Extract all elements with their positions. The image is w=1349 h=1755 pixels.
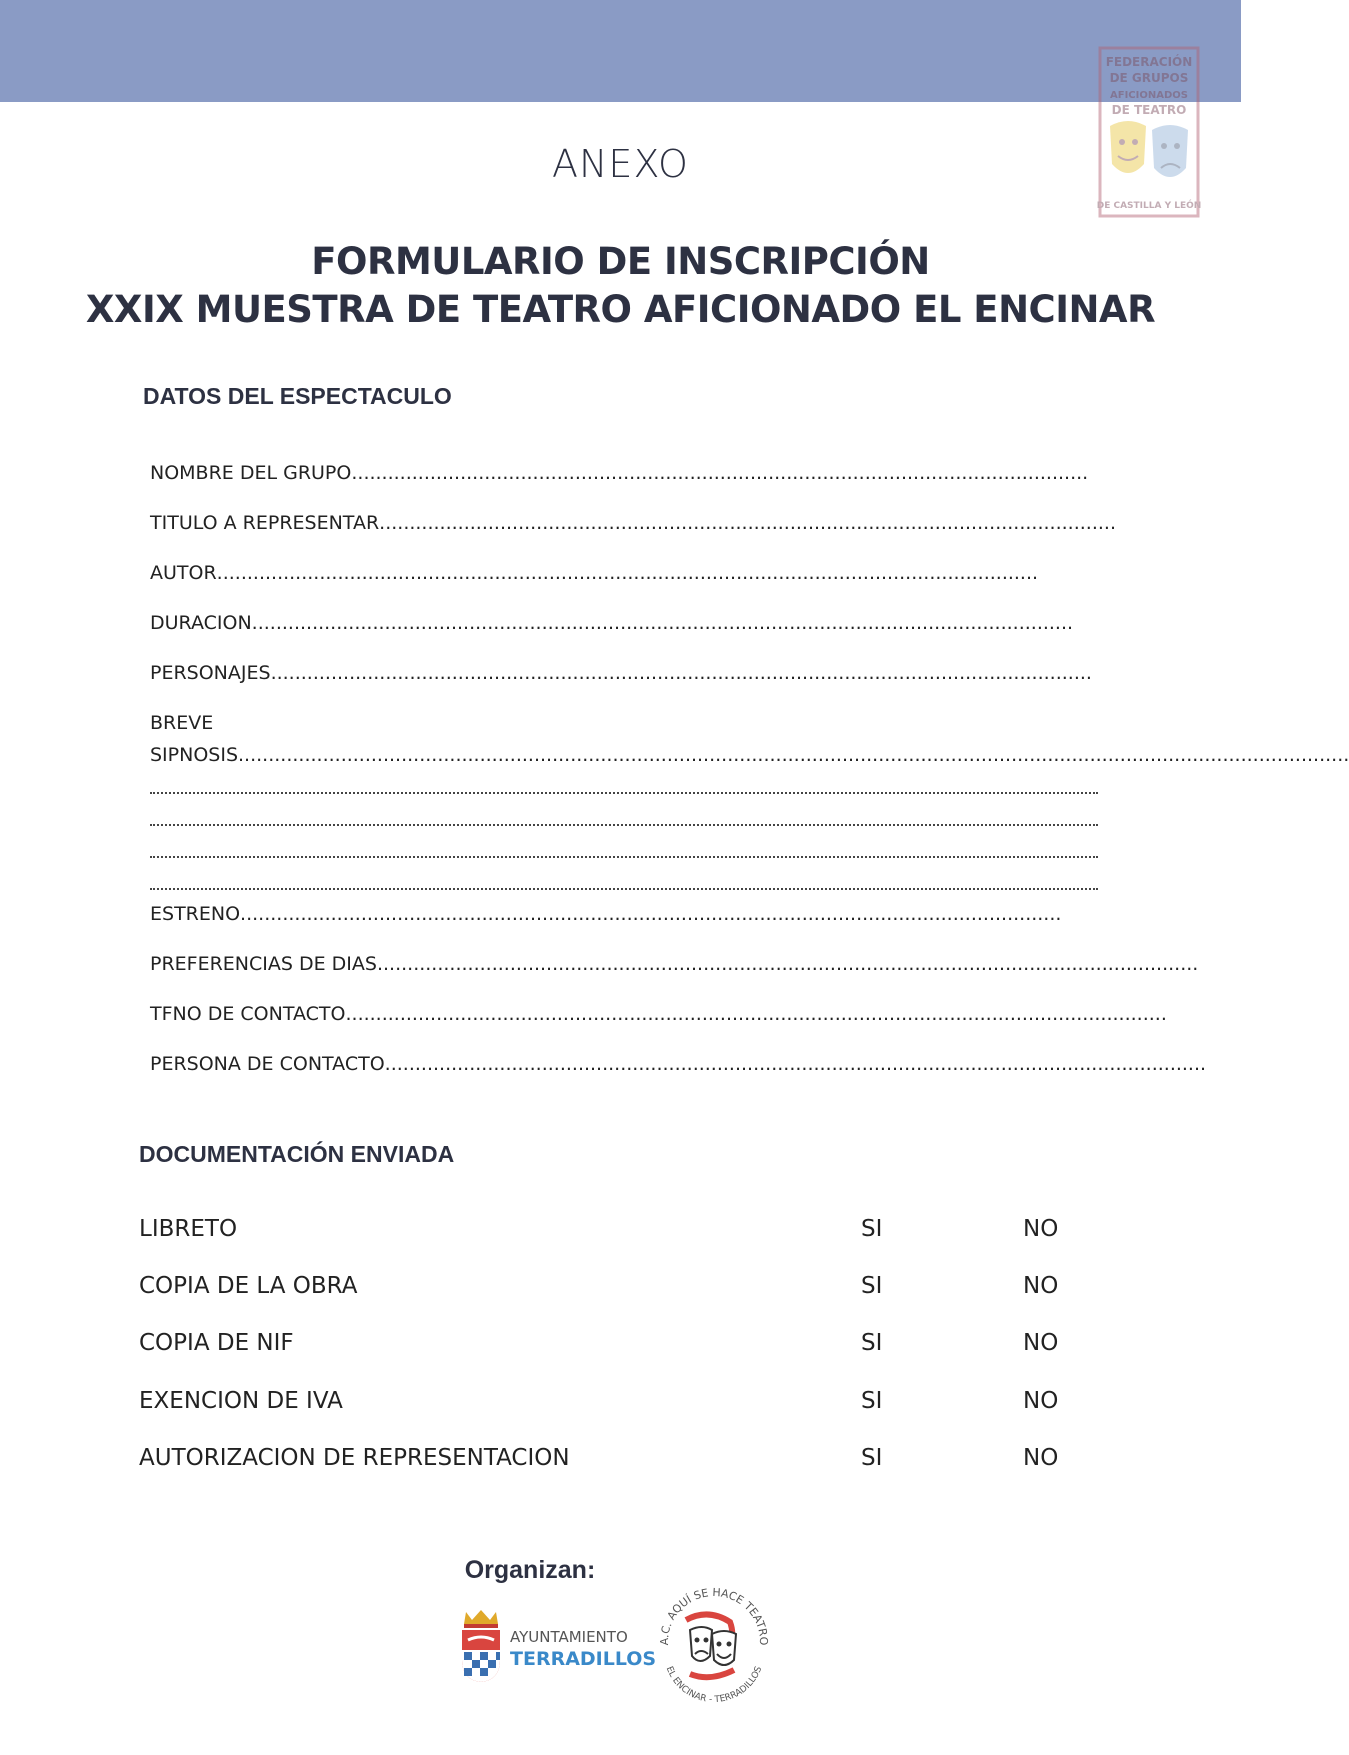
yes-option[interactable]: SI — [861, 1273, 883, 1299]
synopsis-line[interactable] — [150, 790, 1098, 794]
field-label: AUTOR — [150, 562, 217, 584]
annex-heading: ANEXO — [552, 142, 689, 186]
field-dots: ........................................................................................................................................ — [251, 612, 1074, 634]
field-label: ESTRENO — [150, 903, 241, 925]
field-day-preferences[interactable] — [150, 953, 1199, 975]
section-title-docs: DOCUMENTACIÓN ENVIADA — [139, 1141, 455, 1167]
doc-label: LIBRETO — [139, 1216, 238, 1242]
field-dots: ........................................................................................................................................................................................ — [238, 744, 1349, 766]
svg-text:EL ENCINAR - TERRADILLOS: EL ENCINAR - TERRADILLOS — [663, 1665, 765, 1706]
field-brief — [150, 712, 450, 734]
yes-option[interactable]: SI — [861, 1388, 883, 1414]
field-title[interactable] — [150, 512, 1116, 534]
field-label: BREVE — [150, 712, 214, 734]
doc-label: EXENCION DE IVA — [139, 1388, 343, 1414]
field-label: TITULO A REPRESENTAR — [150, 512, 380, 534]
ayuntamiento-logo — [458, 1608, 657, 1684]
svg-text:FEDERACIÓN: FEDERACIÓN — [1105, 55, 1193, 69]
field-label: DURACION — [150, 612, 252, 634]
synopsis-line[interactable] — [150, 854, 1098, 858]
field-label: PREFERENCIAS DE DIAS — [150, 953, 377, 975]
field-dots: .......................................................................................................................... — [379, 512, 1116, 534]
no-option[interactable]: NO — [1023, 1388, 1059, 1414]
event-title: XXIX MUESTRA DE TEATRO AFICIONADO EL ENCINAR — [85, 288, 1156, 331]
form-title: FORMULARIO DE INSCRIPCIÓN — [311, 240, 930, 283]
no-option[interactable]: NO — [1023, 1445, 1059, 1471]
svg-text:AFICIONADOS: AFICIONADOS — [1110, 90, 1188, 101]
doc-row-autorizacion — [139, 1445, 1059, 1475]
field-author[interactable] — [150, 562, 1039, 584]
no-option[interactable]: NO — [1023, 1330, 1059, 1356]
ayuntamiento-line2: TERRADILLOS — [510, 1648, 657, 1670]
field-duration[interactable] — [150, 612, 1074, 634]
field-characters[interactable] — [150, 662, 1092, 684]
no-option[interactable]: NO — [1023, 1273, 1059, 1299]
yes-option[interactable]: SI — [861, 1445, 883, 1471]
field-dots: .......................................................................................................................... — [351, 462, 1089, 484]
svg-text:A.C. AQUÍ SE HACE TEATRO: A.C. AQUÍ SE HACE TEATRO — [657, 1585, 771, 1646]
field-label: PERSONA DE CONTACTO — [150, 1053, 385, 1075]
field-dots: ........................................................................................................................................ — [376, 953, 1199, 975]
doc-label: AUTORIZACION DE REPRESENTACION — [139, 1445, 570, 1471]
field-dots: ........................................................................................................................................ — [270, 662, 1092, 684]
field-dots: ........................................................................................................................................ — [345, 1003, 1167, 1025]
svg-text:DE TEATRO: DE TEATRO — [1111, 103, 1187, 117]
doc-row-libreto — [139, 1216, 1059, 1246]
doc-row-copia-obra — [139, 1273, 1059, 1303]
doc-row-copia-nif — [139, 1330, 1059, 1360]
synopsis-line[interactable] — [150, 886, 1098, 890]
field-label: NOMBRE DEL GRUPO — [150, 462, 352, 484]
synopsis-line[interactable] — [150, 822, 1098, 826]
field-label: TFNO DE CONTACTO — [150, 1003, 346, 1025]
yes-option[interactable]: SI — [861, 1330, 883, 1356]
field-dots: ........................................................................................................................................ — [240, 903, 1062, 925]
doc-label: COPIA DE NIF — [139, 1330, 294, 1356]
field-label: PERSONAJES — [150, 662, 271, 684]
section-title-show: DATOS DEL ESPECTACULO — [143, 383, 452, 409]
organizers-label: Organizan: — [464, 1556, 596, 1584]
field-synopsis[interactable] — [150, 744, 1349, 766]
theater-association-logo — [650, 1578, 778, 1706]
field-dots: ........................................................................................................................................ — [384, 1053, 1207, 1075]
field-dots: ........................................................................................................................................ — [216, 562, 1039, 584]
yes-option[interactable]: SI — [861, 1216, 883, 1242]
coat-of-arms-icon — [458, 1608, 504, 1684]
doc-label: COPIA DE LA OBRA — [139, 1273, 358, 1299]
federation-logo — [1098, 46, 1200, 218]
ayuntamiento-line1: AYUNTAMIENTO — [510, 1628, 628, 1646]
field-group-name[interactable] — [150, 462, 1089, 484]
header-band — [0, 0, 1241, 102]
doc-row-exencion-iva — [139, 1388, 1059, 1418]
no-option[interactable]: NO — [1023, 1216, 1059, 1242]
field-premiere[interactable] — [150, 903, 1062, 925]
field-label: SIPNOSIS — [150, 744, 239, 766]
svg-text:DE GRUPOS: DE GRUPOS — [1109, 71, 1189, 85]
field-contact-phone[interactable] — [150, 1003, 1167, 1025]
field-contact-person[interactable] — [150, 1053, 1207, 1075]
svg-text:DE CASTILLA Y LEÓN: DE CASTILLA Y LEÓN — [1096, 201, 1202, 211]
